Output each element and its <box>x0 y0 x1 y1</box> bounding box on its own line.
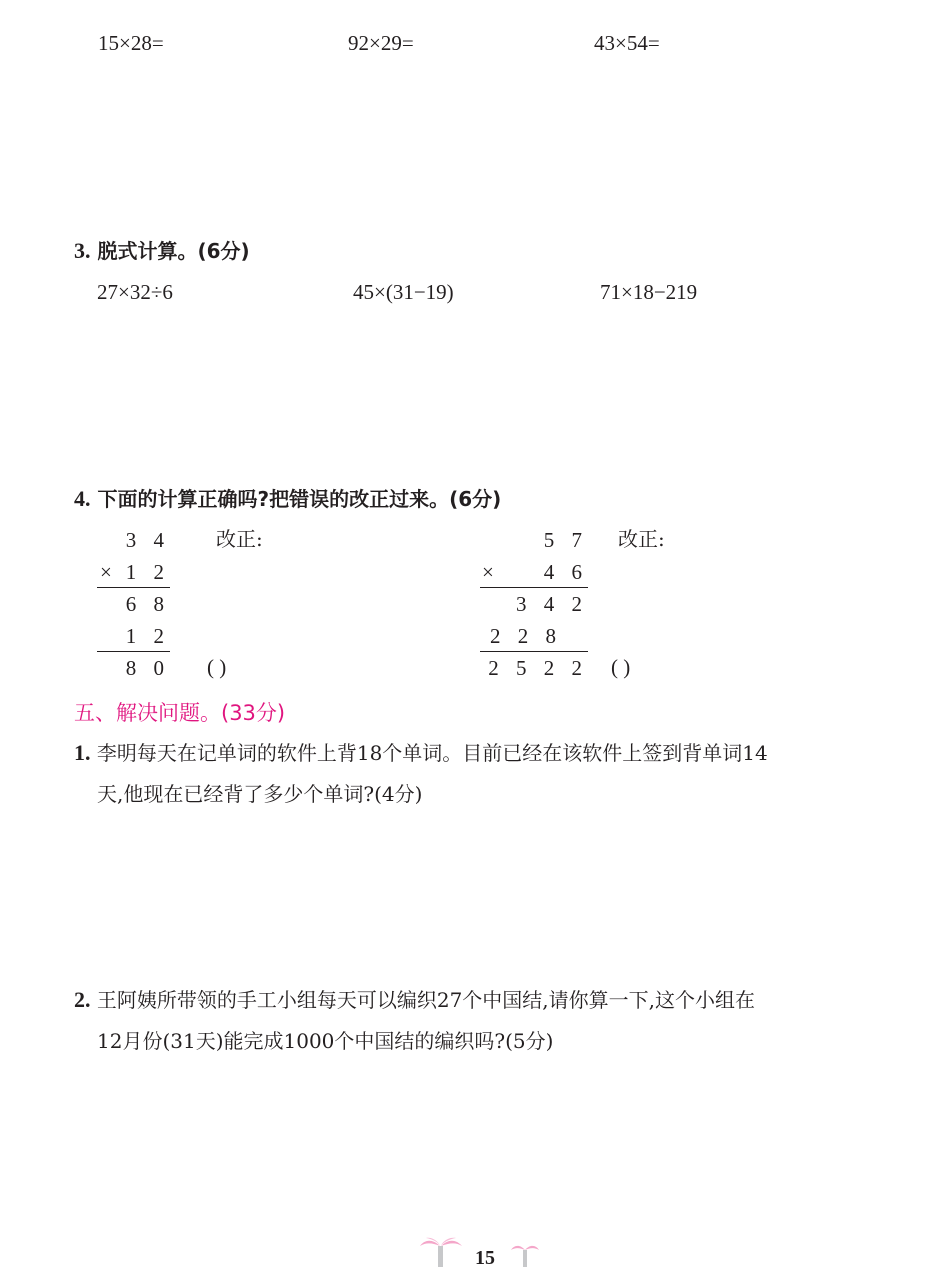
p2-top: 5 7 <box>543 528 588 552</box>
q3-heading <box>74 235 250 264</box>
p2-result: 2 5 2 2 <box>488 656 588 680</box>
calc-item-2: 92×29= <box>348 31 414 55</box>
p1-rule-2 <box>97 651 170 652</box>
section5-title: 五、解决问题。(33分) <box>74 701 286 725</box>
p1-result: 8 0 <box>125 656 170 680</box>
s5-q1-text-2: 天,他现在已经背了多少个单词?(4分) <box>97 782 423 806</box>
p2-judge-paren: ( ) <box>611 655 631 679</box>
q3-number: 3. <box>74 238 91 263</box>
calc-item-3: 43×54= <box>594 31 660 55</box>
q3-item-2: 45×(31−19) <box>353 280 454 304</box>
s5-q1-line1 <box>74 733 768 773</box>
s5-q2-line1 <box>74 980 755 1020</box>
p1-multiplier: 1 2 <box>125 560 170 584</box>
p1-top: 3 4 <box>125 528 170 552</box>
p2-partial-1: 3 4 2 <box>516 592 588 616</box>
p1-rule-1 <box>97 587 170 588</box>
s5-q1-number: 1. <box>74 740 91 765</box>
p2-multiplier: 4 6 <box>543 560 588 584</box>
p2-rule-1 <box>480 587 588 588</box>
q4-number: 4. <box>74 486 91 511</box>
q4-title: 下面的计算正确吗?把错误的改正过来。(6分) <box>97 487 502 511</box>
p2-rule-2 <box>480 651 588 652</box>
p1-partial-2: 1 2 <box>125 624 170 648</box>
s5-q2-number: 2. <box>74 987 91 1012</box>
palm-tree-icon <box>418 1236 464 1267</box>
s5-q2-text-1: 王阿姨所带领的手工小组每天可以编织27个中国结,请你算一下,这个小组在 <box>96 988 756 1012</box>
page-number: 15 <box>475 1247 495 1269</box>
p2-correction-label: 改正: <box>618 527 665 551</box>
p2-times-sign: × <box>482 560 494 584</box>
q3-item-3: 71×18−219 <box>600 280 698 304</box>
p1-correction-label: 改正: <box>216 527 263 551</box>
s5-q2-text-2: 12月份(31天)能完成1000个中国结的编织吗?(5分) <box>97 1029 554 1053</box>
p1-times-sign: × <box>100 560 112 584</box>
p1-judge-paren: ( ) <box>207 655 227 679</box>
small-palm-icon <box>510 1242 540 1267</box>
p2-partial-2: 2 2 8 <box>490 624 562 648</box>
q3-item-1: 27×32÷6 <box>97 280 173 304</box>
s5-q1-text-1: 李明每天在记单词的软件上背18个单词。目前已经在该软件上签到背单词14 <box>96 741 768 765</box>
q3-title: 脱式计算。(6分) <box>97 239 250 263</box>
p1-partial-1: 6 8 <box>125 592 170 616</box>
q4-heading <box>74 483 501 512</box>
calc-item-1: 15×28= <box>98 31 164 55</box>
